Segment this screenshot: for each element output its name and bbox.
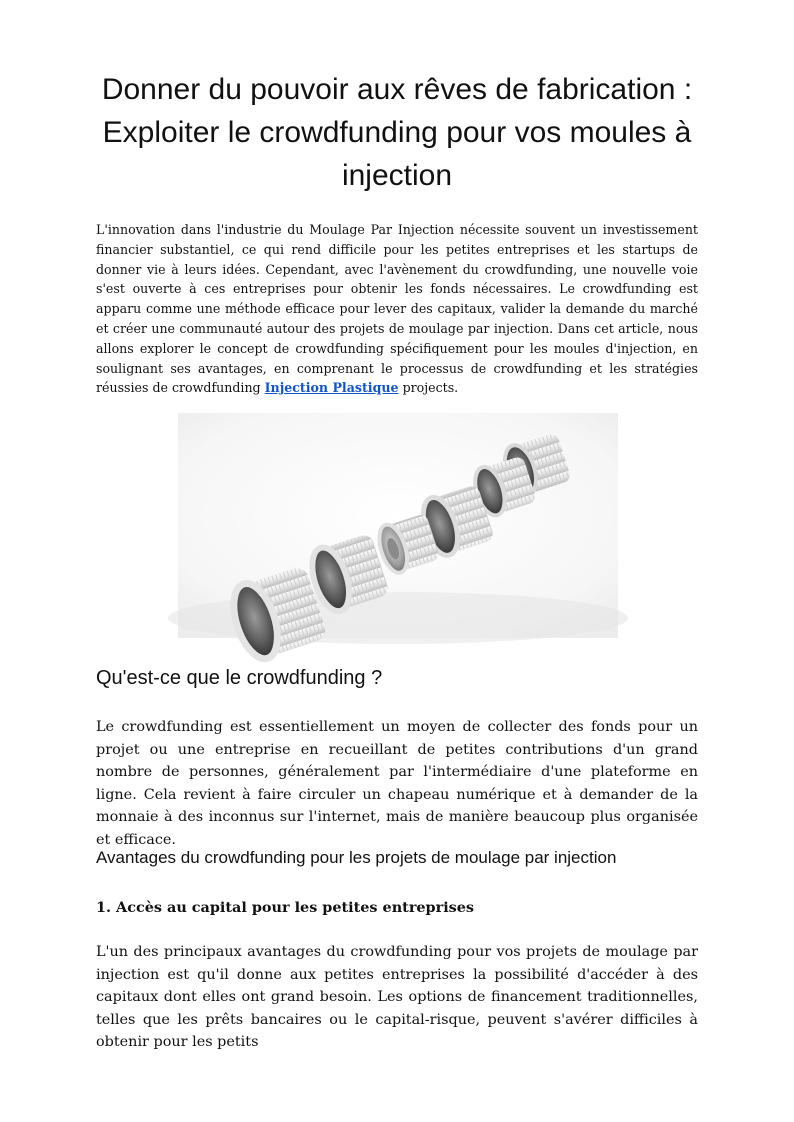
section-heading-advantages: Avantages du crowdfunding pour les projets de moulage par injection: [96, 848, 617, 867]
intro-text-end: projects.: [402, 380, 459, 396]
subheading-capital-access: 1. Accès au capital pour les petites entreprises: [96, 899, 475, 916]
bottle-caps-image: [178, 413, 618, 638]
page-title: Donner du pouvoir aux rêves de fabrication : Exploiter le crowdfunding pour vos moules à injection: [101, 73, 693, 192]
section-heading-crowdfunding: Qu'est-ce que le crowdfunding ?: [96, 667, 383, 689]
section-paragraph-advantages: L'un des principaux avantages du crowdfunding pour vos projets de moulage par injection est qu'il donne aux petites entreprises la possibilité d'accéder à des capitaux dont elles ont grand besoin. Les options de financement traditionnelles, telles que les prêts bancaires ou le capital-risque, peuvent s'avérer difficiles à obtenir pour les petits: [96, 944, 698, 1050]
injection-plastique-link[interactable]: Injection Plastique: [264, 380, 399, 396]
intro-paragraph: [96, 220, 698, 398]
section-paragraph-crowdfunding: Le crowdfunding est essentiellement un moyen de collecter des fonds pour un projet ou une entreprise en recueillant de petites contributions d'un grand nombre de personnes, généralement par l'intermédiaire d'une plateforme en ligne. Cela revient à faire circuler un chapeau numérique et à demander de la monnaie à des inconnus sur l'internet, mais de manière beaucoup plus organisée et efficace.: [96, 719, 698, 848]
intro-text: L'innovation dans l'industrie du Moulage Par Injection nécessite souvent un investissement financier substantiel, ce qui rend difficile pour les petites entreprises et les startups de donner vie à leurs idées. Cependant, avec l'avènement du crowdfunding, une nouvelle voie s'est ouverte à ces entreprises pour obtenir les fonds nécessaires. Le crowdfunding est apparu comme une méthode efficace pour lever des capitaux, valider la demande du marché et créer une communauté autour des projets de moulage par injection. Dans cet article, nous allons explorer le concept de crowdfunding spécifiquement pour les moules d'injection, en soulignant ses avantages, en comprenant le processus de crowdfunding et les stratégies réussies de crowdfunding: [96, 222, 698, 396]
